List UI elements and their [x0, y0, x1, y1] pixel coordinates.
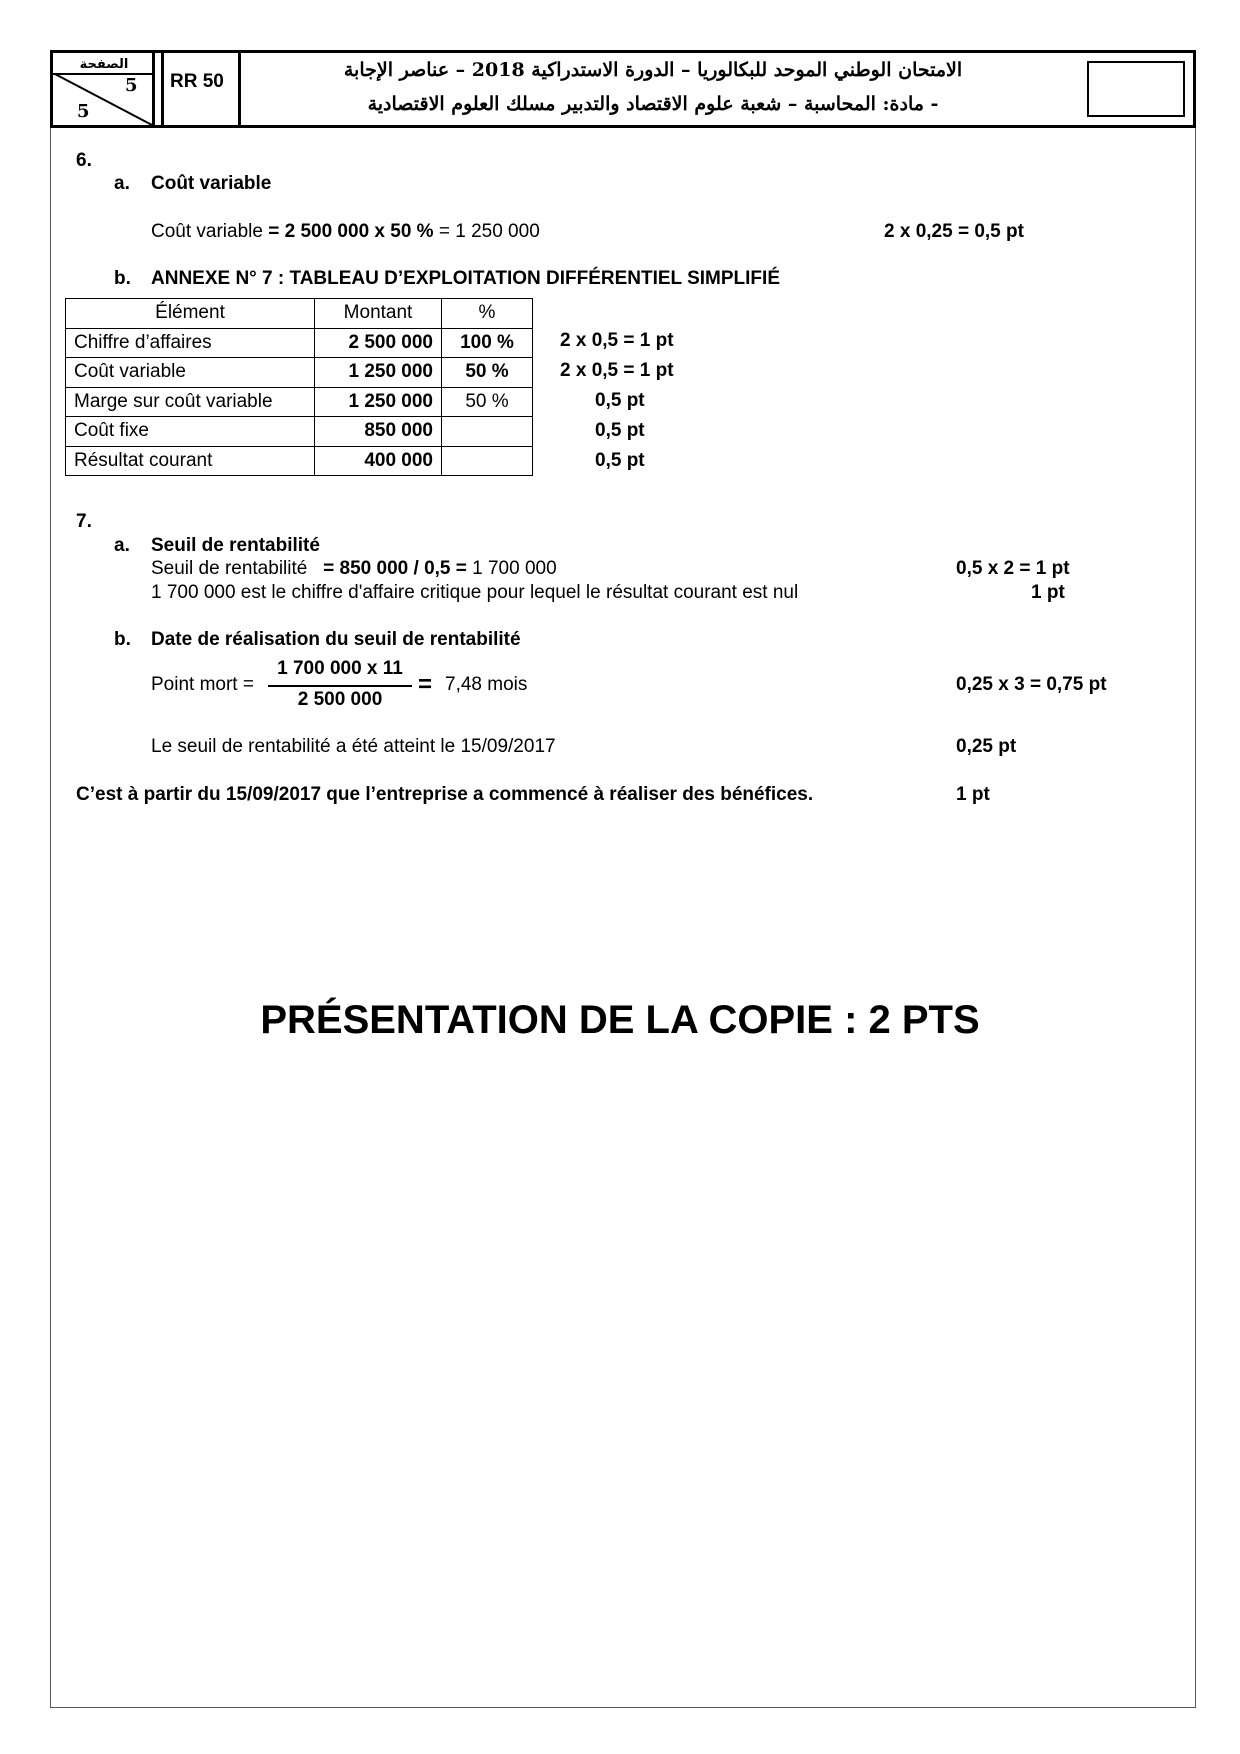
q7a-formula-label: Seuil de rentabilité	[151, 558, 324, 579]
q6b-title: ANNEXE N° 7 : TABLEAU D’EXPLOITATION DIFFÉRENTIEL SIMPLIFIÉ	[151, 268, 780, 289]
table-row	[66, 446, 533, 476]
exam-title-line2: - مادة: المحاسبة – شعبة علوم الاقتصاد والتدبير مسلك العلوم الاقتصادية	[367, 93, 939, 115]
page-label: الصفحة	[79, 57, 129, 72]
row-element: Marge sur coût variable	[66, 387, 315, 417]
fraction-bar	[268, 685, 412, 687]
row-pct: 50 %	[442, 387, 533, 417]
row-points: 2 x 0,5 = 1 pt	[560, 330, 674, 351]
page-number-box	[53, 53, 155, 125]
q7a-formula-rest: 1 700 000	[466, 558, 557, 579]
table-header-row	[66, 299, 533, 329]
header-montant: Montant	[315, 299, 442, 329]
q6a-letter: a.	[114, 173, 130, 194]
table-row	[66, 328, 533, 358]
exam-title	[253, 53, 1053, 125]
q6a-formula	[151, 221, 540, 243]
q7a-letter: a.	[114, 535, 130, 556]
q7b-equals: =	[418, 671, 433, 698]
row-montant: 850 000	[315, 417, 442, 447]
row-points: 0,5 pt	[595, 450, 645, 471]
q7a-points: 0,5 x 2 = 1 pt	[956, 558, 1070, 579]
row-pct	[442, 446, 533, 476]
row-element: Coût variable	[66, 358, 315, 388]
q7b-result: 7,48 mois	[445, 674, 528, 695]
table-row	[66, 387, 533, 417]
row-points: 0,5 pt	[595, 420, 645, 441]
q6a-formula-rest: = 1 250 000	[433, 221, 540, 242]
row-montant: 2 500 000	[315, 328, 442, 358]
page-current: 5	[125, 75, 138, 96]
q7b-numerator: 1 700 000 x 11	[277, 658, 403, 679]
presentation-title: PRÉSENTATION DE LA COPIE : 2 PTS	[260, 998, 980, 1042]
q7a-formula	[151, 558, 557, 580]
q7b-date-points: 0,25 pt	[956, 736, 1017, 757]
q7a-comment: 1 700 000 est le chiffre d'affaire critique pour lequel le résultat courant est nul	[151, 582, 799, 603]
row-points: 0,5 pt	[595, 390, 645, 411]
row-montant: 400 000	[315, 446, 442, 476]
q7-conclusion-points: 1 pt	[956, 784, 990, 805]
table-row	[66, 358, 533, 388]
page-total: 5	[77, 101, 90, 122]
q7b-title: Date de réalisation du seuil de rentabilité	[151, 629, 521, 650]
row-pct: 50 %	[442, 358, 533, 388]
q7b-date-text: Le seuil de rentabilité a été atteint le 15/09/2017	[151, 736, 556, 757]
row-montant: 1 250 000	[315, 358, 442, 388]
row-element: Résultat courant	[66, 446, 315, 476]
annexe-table	[65, 298, 533, 476]
row-element: Chiffre d’affaires	[66, 328, 315, 358]
header-pct: %	[442, 299, 533, 329]
q7-conclusion: C’est à partir du 15/09/2017 que l’entreprise a commencé à réaliser des bénéfices.	[76, 784, 814, 805]
exam-header	[50, 50, 1196, 128]
row-pct	[442, 417, 533, 447]
q6b-letter: b.	[114, 268, 131, 289]
exam-title-line1: الامتحان الوطني الموحد للبكالوريا – الدورة الاستدراكية 2018 – عناصر الإجابة	[343, 59, 963, 81]
q7b-label: Point mort =	[151, 674, 254, 695]
q6a-title: Coût variable	[151, 173, 272, 194]
exam-code-box	[161, 53, 241, 125]
row-points: 2 x 0,5 = 1 pt	[560, 360, 674, 381]
q6a-formula-label: Coût variable	[151, 221, 263, 242]
exam-code: RR 50	[170, 71, 224, 92]
q7-number: 7.	[76, 511, 92, 532]
table-row	[66, 417, 533, 447]
row-element: Coût fixe	[66, 417, 315, 447]
row-montant: 1 250 000	[315, 387, 442, 417]
q6-number: 6.	[76, 150, 92, 171]
q7b-denominator: 2 500 000	[297, 689, 383, 710]
q7a-title: Seuil de rentabilité	[151, 535, 320, 556]
q7a-formula-bold: = 850 000 / 0,5 =	[323, 558, 467, 579]
q7b-points: 0,25 x 3 = 0,75 pt	[956, 674, 1107, 695]
grade-box	[1087, 61, 1185, 117]
q7b-letter: b.	[114, 629, 131, 650]
q6a-formula-bold: = 2 500 000 x 50 %	[262, 221, 434, 242]
header-element: Élément	[66, 299, 315, 329]
row-pct: 100 %	[442, 328, 533, 358]
q6a-points: 2 x 0,25 = 0,5 pt	[884, 221, 1024, 242]
q7a-comment-points: 1 pt	[1031, 582, 1065, 603]
